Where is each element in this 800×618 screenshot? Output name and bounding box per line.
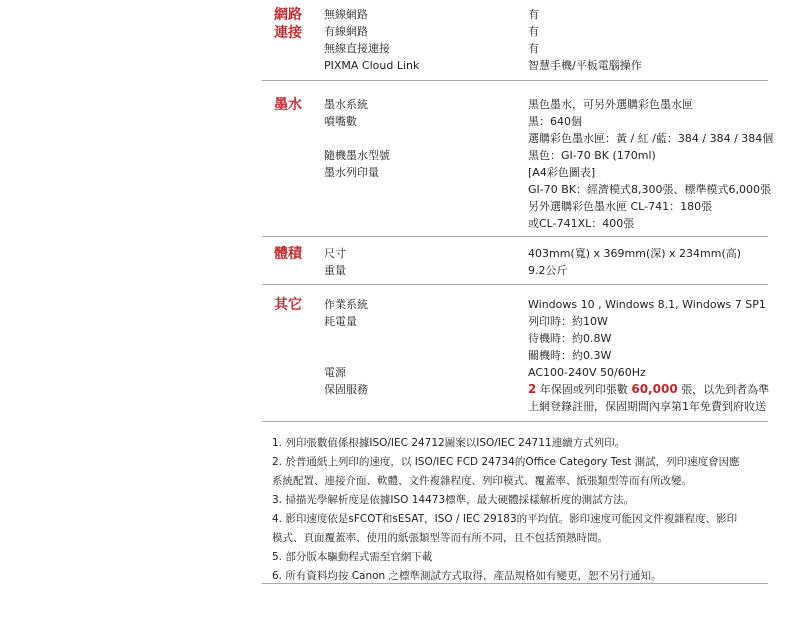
spec-value: [A4彩色圖表] bbox=[528, 166, 596, 179]
spec-label: 墨水系統 bbox=[324, 98, 368, 111]
other-values bbox=[528, 296, 769, 415]
spec-label bbox=[324, 130, 390, 147]
footnote: 1. 列印張數值係根據ISO/IEC 24712圖案以ISO/IEC 24711連續方式列印。 bbox=[272, 437, 626, 449]
spec-value: 有 bbox=[528, 42, 539, 55]
footnote: 3. 掃描光學解析度是依據ISO 14473標準，最大硬體採樣解析度的測試方法。 bbox=[272, 494, 635, 506]
network-title-line2: 連接 bbox=[274, 25, 302, 41]
spec-value: 403mm(寬) x 369mm(深) x 234mm(高) bbox=[528, 247, 742, 260]
network-section-title bbox=[274, 6, 314, 42]
warranty-text: 年保固或列印張數 bbox=[536, 383, 632, 396]
spec-value: 待機時：約0.8W bbox=[528, 332, 612, 345]
ink-labels bbox=[324, 96, 390, 181]
ink-section-title: 墨水 bbox=[274, 97, 302, 113]
spec-label: PIXMA Cloud Link bbox=[324, 59, 420, 72]
other-section-title: 其它 bbox=[274, 297, 302, 313]
other-labels bbox=[324, 296, 368, 398]
size-labels bbox=[324, 245, 346, 279]
spec-label: 墨水列印量 bbox=[324, 166, 379, 179]
footnote: 6. 所有資料均按 Canon 之標準測試方式取得，產品規格如有變更，恕不另行通知。 bbox=[272, 570, 662, 582]
spec-label: 噴嘴數 bbox=[324, 115, 357, 128]
spec-label: 無線網路 bbox=[324, 8, 368, 21]
section-divider bbox=[262, 236, 768, 237]
spec-value: 選購彩色墨水匣：黃 / 紅 /藍：384 / 384 / 384個 bbox=[528, 132, 774, 145]
warranty-text: 張，以先到者為準 bbox=[677, 383, 770, 396]
footnote-continued: 模式、頁面覆蓋率、使用的紙張類型等而有所不同，且不包括預熱時間。 bbox=[272, 532, 608, 544]
spec-label: 作業系統 bbox=[324, 298, 368, 311]
footnote: 5. 部分版本驅動程式需至官網下載 bbox=[272, 551, 433, 563]
size-values bbox=[528, 245, 741, 279]
spec-label: 電源 bbox=[324, 366, 346, 379]
warranty-line-2: 上網登錄註冊，保固期間內享第1年免費到府收送 bbox=[528, 400, 766, 413]
spec-value: 另外選購彩色墨水匣 CL-741：180張 bbox=[528, 200, 713, 213]
network-labels bbox=[324, 6, 419, 74]
spec-value: 有 bbox=[528, 8, 539, 21]
section-divider bbox=[262, 80, 768, 81]
spec-value: 9.2公斤 bbox=[528, 264, 568, 277]
spec-value: 智慧手機/平板電腦操作 bbox=[528, 59, 642, 72]
spec-label: 耗電量 bbox=[324, 315, 357, 328]
spec-value: Windows 10 , Windows 8.1, Windows 7 SP1 bbox=[528, 298, 766, 311]
ink-values bbox=[528, 96, 773, 232]
warranty-years: 2 bbox=[528, 382, 537, 396]
spec-label: 無線直接連接 bbox=[324, 42, 390, 55]
section-divider bbox=[262, 284, 768, 285]
spec-value: GI-70 BK：經濟模式8,300張、標準模式6,000張 bbox=[528, 183, 771, 196]
footer-divider bbox=[262, 583, 768, 584]
spec-value: AC100-240V 50/60Hz bbox=[528, 366, 646, 379]
footnote: 4. 影印速度依是sFCOT和sESAT，ISO / IEC 29183的平均值。影印速度可能因文件複雜程度、影印 bbox=[272, 513, 738, 525]
size-section-title: 體積 bbox=[274, 246, 302, 262]
spec-label: 有線網路 bbox=[324, 25, 368, 38]
footnote: 2. 於普通紙上列印的速度，以 ISO/IEC FCD 24734的Office Category Test 測試，列印速度會因應 bbox=[272, 456, 740, 468]
warranty-line bbox=[528, 381, 769, 398]
spec-value: 黑色墨水，可另外選購彩色墨水匣 bbox=[528, 98, 693, 111]
spec-value: 有 bbox=[528, 25, 539, 38]
spec-label: 隨機墨水型號 bbox=[324, 149, 390, 162]
footnotes bbox=[272, 434, 772, 586]
spec-value: 列印時：約10W bbox=[528, 315, 608, 328]
spec-label: 重量 bbox=[324, 264, 346, 277]
spec-label: 保固服務 bbox=[324, 383, 368, 396]
spec-value: 或CL-741XL：400張 bbox=[528, 217, 635, 230]
spec-value: 黑：640個 bbox=[528, 115, 582, 128]
spec-value: 關機時：約0.3W bbox=[528, 349, 612, 362]
warranty-pages: 60,000 bbox=[631, 382, 678, 396]
spec-label: 尺寸 bbox=[324, 247, 346, 260]
spec-value: 黑色：GI-70 BK (170ml) bbox=[528, 149, 656, 162]
section-divider bbox=[262, 421, 768, 422]
spec-label bbox=[324, 330, 368, 347]
network-values bbox=[528, 6, 642, 74]
footnote-continued: 系統配置、連接介面、軟體、文件複雜程度、列印模式、覆蓋率、紙張類型等而有所改變。 bbox=[272, 475, 692, 487]
network-title-line1: 網路 bbox=[274, 7, 302, 23]
spec-label bbox=[324, 347, 368, 364]
